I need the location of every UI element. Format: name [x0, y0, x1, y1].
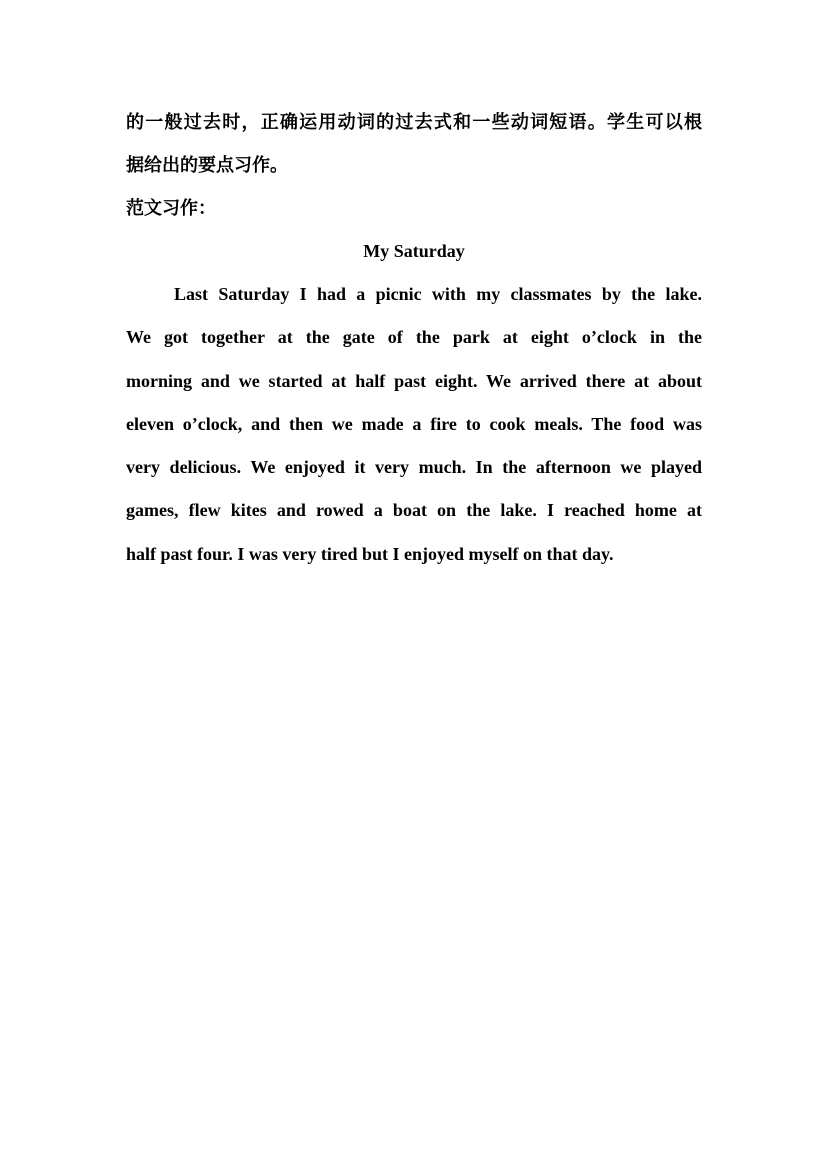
essay-title: My Saturday [363, 241, 465, 261]
document-body [126, 101, 702, 576]
intro-line-2: 据给出的要点习作。 [126, 155, 288, 176]
essay-line-2: We got together at the gate of the park at eight o’clock in the [126, 327, 702, 348]
essay-line-3: morning and we started at half past eight. We arrived there at about [126, 370, 702, 391]
section-label: 范文习作： [126, 198, 216, 219]
intro-line-1: 的一般过去时，正确运用动词的过去式和一些动词短语。学生可以根 [126, 112, 702, 133]
essay-line-1: Last Saturday I had a picnic with my classmates by the lake. [174, 284, 702, 304]
essay-line-4: eleven o’clock, and then we made a fire to cook meals. The food was [126, 413, 702, 434]
essay-line-6: games, flew kites and rowed a boat on the lake. I reached home at [126, 500, 702, 521]
essay-line-5: very delicious. We enjoyed it very much. In the afternoon we played [126, 457, 702, 478]
essay-paragraph [126, 273, 702, 576]
essay-line-7: half past four. I was very tired but I enjoyed myself on that day. [126, 543, 614, 564]
